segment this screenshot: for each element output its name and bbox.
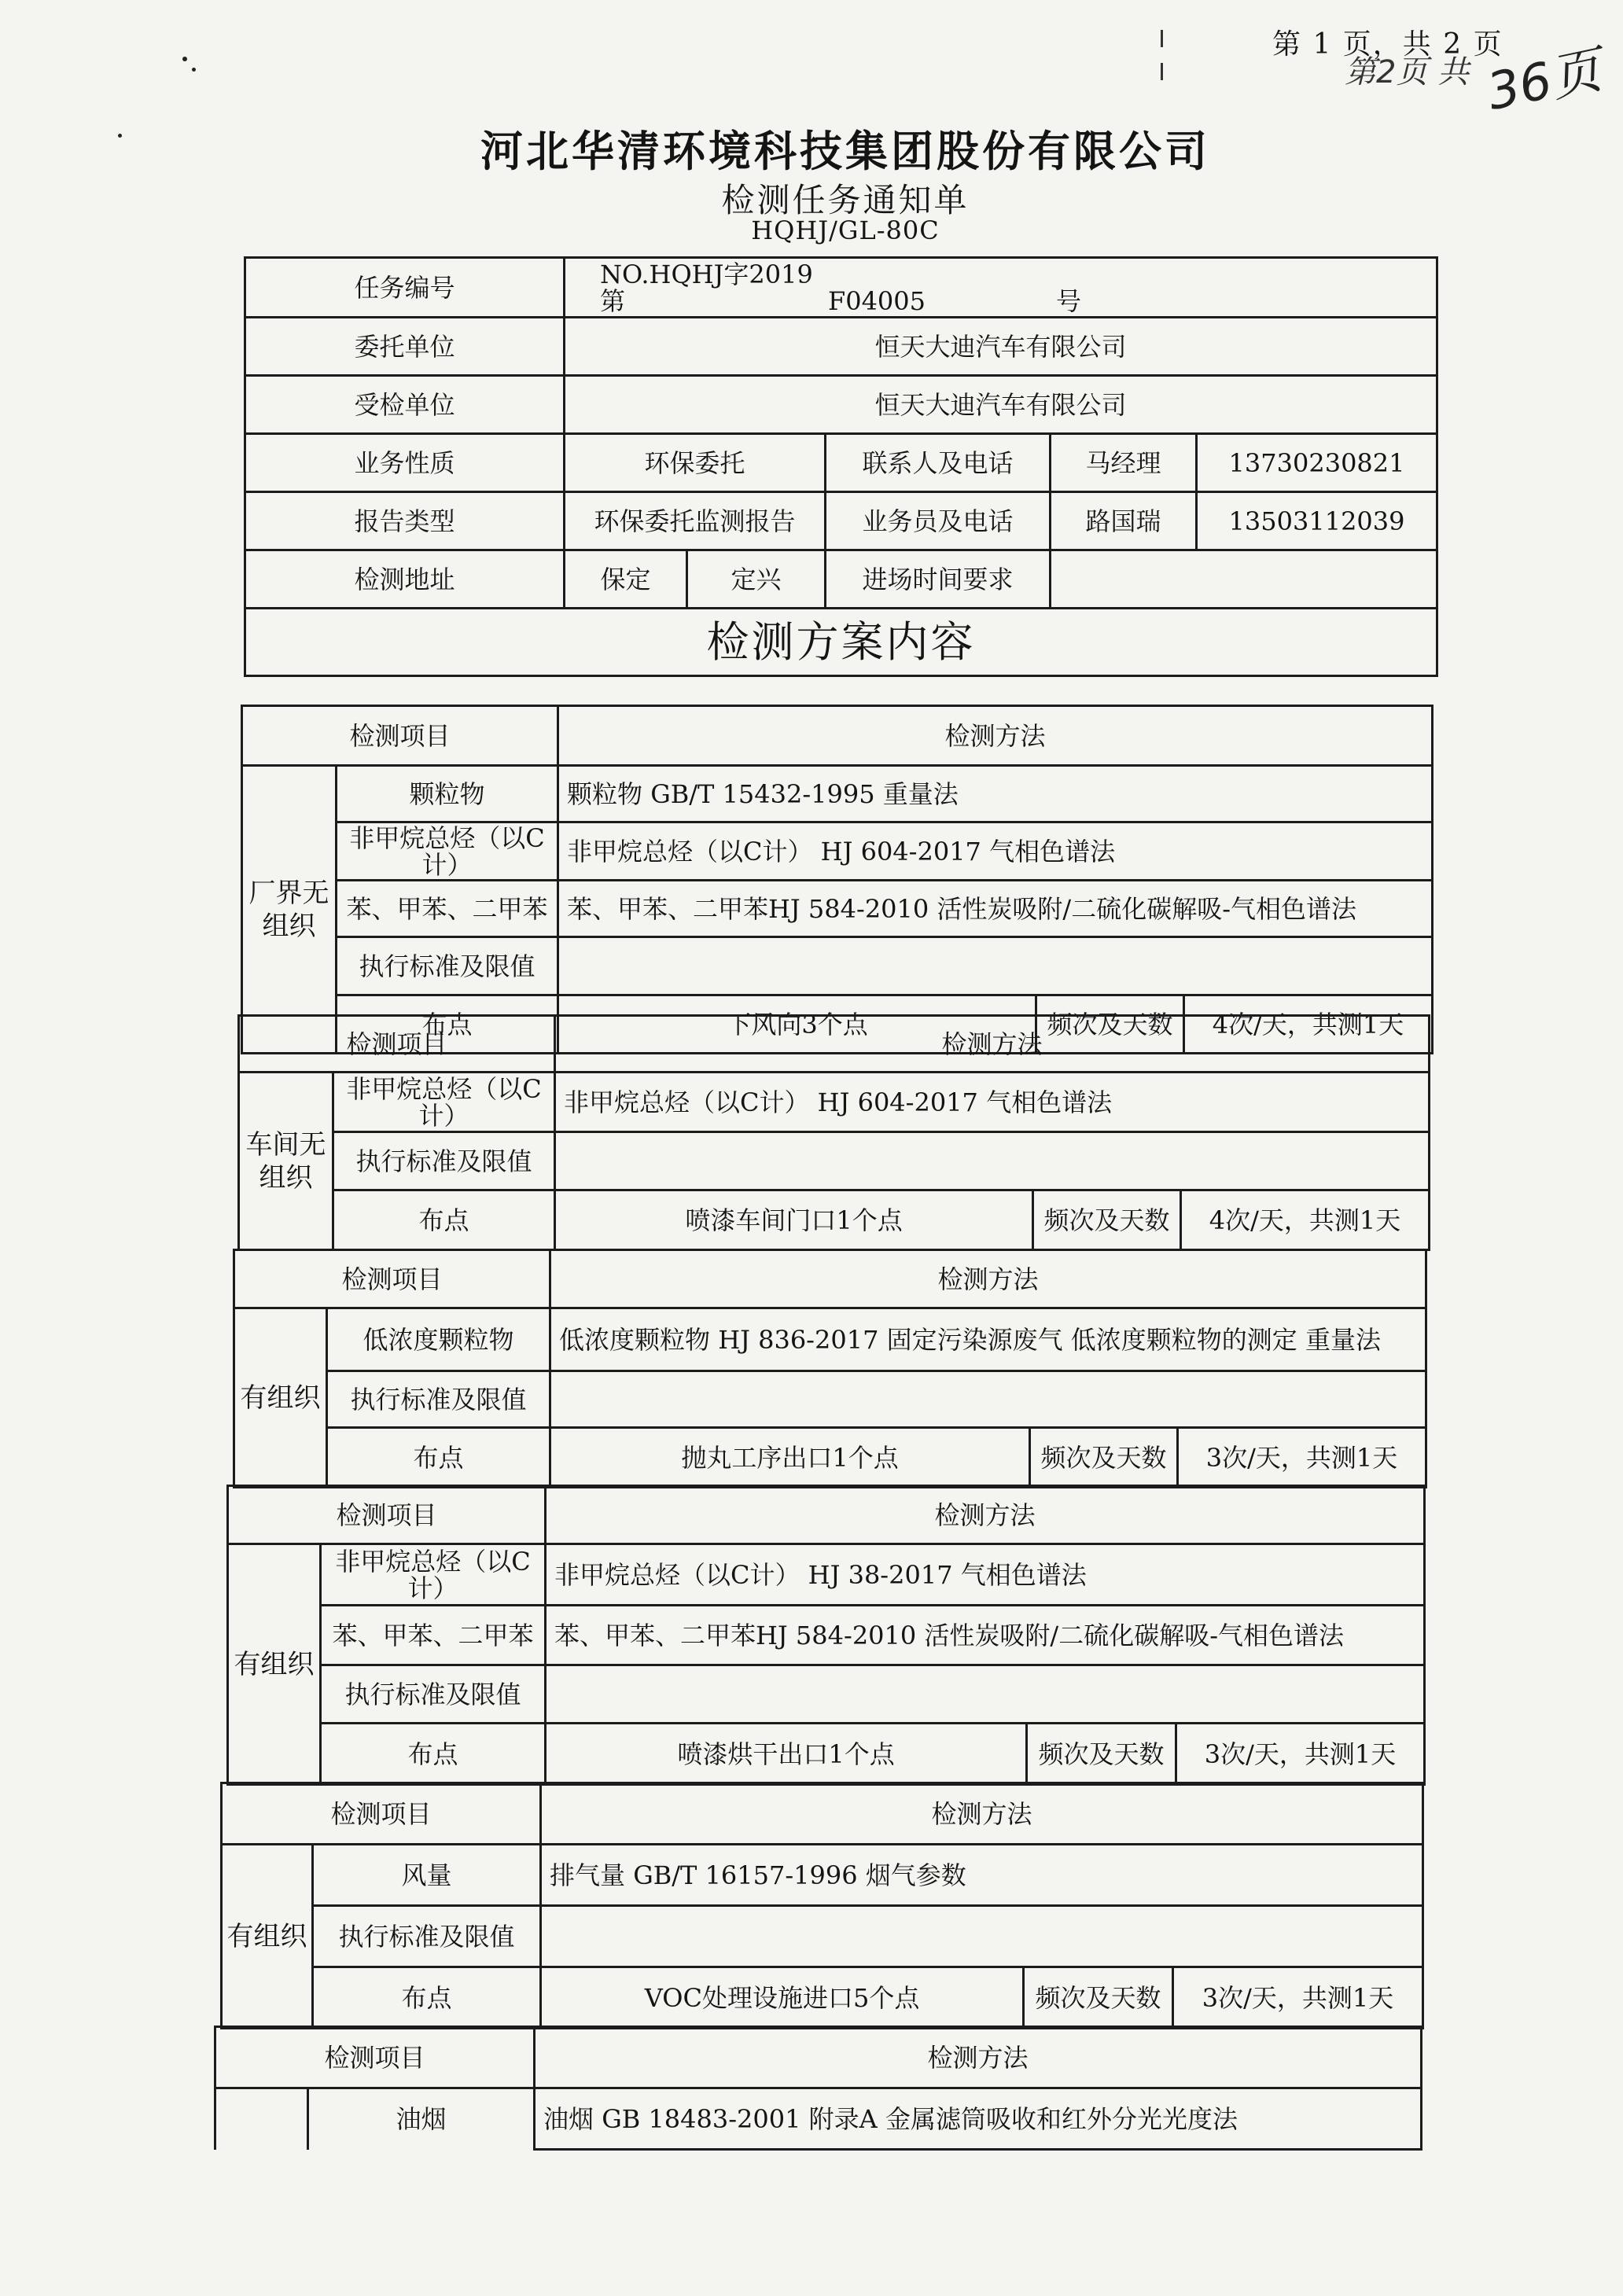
entry-value	[1051, 550, 1437, 609]
point-label: 布点	[333, 1190, 555, 1250]
standard-row	[239, 1132, 1430, 1190]
standard-value	[558, 937, 1433, 995]
task-no-cell	[565, 258, 1437, 318]
sales-phone: 13503112039	[1197, 492, 1437, 550]
sales-name: 路国瑞	[1051, 492, 1197, 550]
task-info-table	[244, 256, 1438, 677]
standard-row	[234, 1371, 1426, 1428]
group-label: 厂界无组织	[242, 766, 337, 1054]
point-row	[228, 1724, 1425, 1785]
item-name: 颗粒物	[337, 766, 558, 822]
task-no-prefix: NO.HQHJ字2019第	[600, 259, 813, 316]
section-header-row	[239, 1016, 1430, 1073]
standard-label: 执行标准及限值	[321, 1665, 546, 1724]
freq-value: 3次/天，共测1天	[1178, 1428, 1426, 1488]
freq-label: 频次及天数	[1033, 1190, 1181, 1250]
task-no-suffix: 号	[1056, 285, 1082, 316]
point-value: 喷漆车间门口1个点	[555, 1190, 1033, 1250]
method-header: 检测方法	[541, 1783, 1423, 1845]
client-row	[245, 318, 1437, 376]
inspected-value: 恒天大迪汽车有限公司	[565, 376, 1437, 434]
plan-title: 检测方案内容	[245, 609, 1437, 676]
item-method: 排气量 GB/T 16157-1996 烟气参数	[541, 1845, 1423, 1906]
item-row	[234, 1308, 1426, 1371]
section-header-row	[215, 2027, 1422, 2088]
item-method: 苯、甲苯、二甲苯HJ 584-2010 活性炭吸附/二硫化碳解吸-气相色谱法	[546, 1606, 1425, 1665]
group-label: 有组织	[228, 1544, 321, 1785]
item-header: 检测项目	[239, 1016, 555, 1073]
section-boundary-fugitive	[241, 705, 1433, 1054]
item-method: 非甲烷总烃（以C计） HJ 604-2017 气相色谱法	[558, 822, 1433, 881]
item-header: 检测项目	[242, 706, 558, 766]
point-value: 抛丸工序出口1个点	[550, 1428, 1030, 1488]
point-label: 布点	[337, 995, 558, 1054]
item-row	[228, 1544, 1425, 1606]
item-name: 低浓度颗粒物	[327, 1308, 550, 1371]
contact-label: 联系人及电话	[826, 434, 1051, 492]
standard-row	[228, 1665, 1425, 1724]
method-header: 检测方法	[550, 1250, 1426, 1308]
point-row	[222, 1967, 1423, 2029]
point-value: 下风向3个点	[558, 995, 1036, 1054]
document-code: HQHJ/GL-80C	[751, 215, 940, 245]
item-header: 检测项目	[215, 2027, 535, 2088]
point-value: VOC处理设施进口5个点	[541, 1967, 1024, 2029]
handwritten-page-note: 第2页 共	[1345, 54, 1470, 90]
section-organized-voc	[226, 1485, 1426, 1786]
section-header-row	[228, 1486, 1425, 1544]
freq-label: 频次及天数	[1027, 1724, 1176, 1785]
item-method: 颗粒物 GB/T 15432-1995 重量法	[558, 766, 1433, 822]
item-method: 油烟 GB 18483-2001 附录A 金属滤筒吸收和红外分光光度法	[535, 2088, 1422, 2150]
address-county: 定兴	[687, 550, 826, 609]
point-row	[234, 1428, 1426, 1488]
standard-value	[546, 1665, 1425, 1724]
item-method: 非甲烷总烃（以C计） HJ 604-2017 气相色谱法	[555, 1073, 1430, 1132]
company-name: 河北华清环境科技集团股份有限公司	[480, 126, 1210, 176]
report-row	[245, 492, 1437, 550]
inspected-row	[245, 376, 1437, 434]
scan-speck	[182, 57, 187, 61]
freq-value: 3次/天，共测1天	[1176, 1724, 1425, 1785]
report-value: 环保委托监测报告	[565, 492, 826, 550]
item-row	[222, 1845, 1423, 1906]
point-label: 布点	[327, 1428, 550, 1488]
section-organized-airflow	[220, 1782, 1424, 2029]
group-label: 有组织	[222, 1845, 313, 2029]
item-name: 苯、甲苯、二甲苯	[321, 1606, 546, 1665]
item-row	[215, 2088, 1422, 2150]
method-header: 检测方法	[558, 706, 1433, 766]
freq-label: 频次及天数	[1030, 1428, 1178, 1488]
item-header: 检测项目	[222, 1783, 541, 1845]
standard-row	[222, 1906, 1423, 1967]
method-header: 检测方法	[535, 2027, 1422, 2088]
handwritten-total-pages: 36页	[1482, 41, 1606, 123]
group-label	[215, 2088, 308, 2150]
item-row	[242, 881, 1433, 937]
item-method: 苯、甲苯、二甲苯HJ 584-2010 活性炭吸附/二硫化碳解吸-气相色谱法	[558, 881, 1433, 937]
address-row	[245, 550, 1437, 609]
entry-label: 进场时间要求	[826, 550, 1051, 609]
method-header: 检测方法	[555, 1016, 1430, 1073]
scan-speck	[192, 68, 196, 72]
item-row	[242, 766, 1433, 822]
group-label: 有组织	[234, 1308, 327, 1488]
point-row	[239, 1190, 1430, 1250]
section-workshop-fugitive	[237, 1014, 1430, 1251]
business-label: 业务性质	[245, 434, 565, 492]
item-header: 检测项目	[234, 1250, 550, 1308]
freq-label: 频次及天数	[1024, 1967, 1173, 2029]
standard-label: 执行标准及限值	[337, 937, 558, 995]
point-value: 喷漆烘干出口1个点	[546, 1724, 1027, 1785]
item-name: 非甲烷总烃（以C计）	[337, 822, 558, 881]
item-name: 非甲烷总烃（以C计）	[333, 1073, 555, 1132]
client-value: 恒天大迪汽车有限公司	[565, 318, 1437, 376]
method-header: 检测方法	[546, 1486, 1425, 1544]
group-label: 车间无组织	[239, 1073, 333, 1250]
section-oil-fume	[214, 2026, 1422, 2151]
client-label: 委托单位	[245, 318, 565, 376]
standard-value	[541, 1906, 1423, 1967]
freq-label: 频次及天数	[1036, 995, 1184, 1054]
standard-value	[550, 1371, 1426, 1428]
item-method: 低浓度颗粒物 HJ 836-2017 固定污染源废气 低浓度颗粒物的测定 重量法	[550, 1308, 1426, 1371]
standard-label: 执行标准及限值	[313, 1906, 541, 1967]
item-name: 苯、甲苯、二甲苯	[337, 881, 558, 937]
contact-name: 马经理	[1051, 434, 1197, 492]
item-row	[239, 1073, 1430, 1132]
section-header-row	[242, 706, 1433, 766]
business-row	[245, 434, 1437, 492]
freq-value: 3次/天，共测1天	[1173, 1967, 1423, 2029]
freq-value: 4次/天，共测1天	[1184, 995, 1433, 1054]
standard-label: 执行标准及限值	[327, 1371, 550, 1428]
report-label: 报告类型	[245, 492, 565, 550]
item-name: 非甲烷总烃（以C计）	[321, 1544, 546, 1606]
sales-label: 业务员及电话	[826, 492, 1051, 550]
point-label: 布点	[313, 1967, 541, 2029]
contact-phone: 13730230821	[1197, 434, 1437, 492]
document-title: 检测任务通知单	[721, 181, 970, 219]
inspected-label: 受检单位	[245, 376, 565, 434]
item-header: 检测项目	[228, 1486, 546, 1544]
scan-mark	[1161, 30, 1163, 47]
address-label: 检测地址	[245, 550, 565, 609]
section-header-row	[234, 1250, 1426, 1308]
scan-mark	[1161, 63, 1163, 80]
task-no-row	[245, 258, 1437, 318]
plan-title-row	[245, 609, 1437, 676]
item-row	[228, 1606, 1425, 1665]
standard-row	[242, 937, 1433, 995]
standard-value	[555, 1132, 1430, 1190]
freq-value: 4次/天，共测1天	[1181, 1190, 1430, 1250]
item-row	[242, 822, 1433, 881]
item-name: 油烟	[308, 2088, 535, 2150]
item-method: 非甲烷总烃（以C计） HJ 38-2017 气相色谱法	[546, 1544, 1425, 1606]
task-no-value: F04005	[828, 285, 926, 316]
section-organized-particulate	[233, 1249, 1427, 1488]
address-city: 保定	[565, 550, 687, 609]
business-value: 环保委托	[565, 434, 826, 492]
section-header-row	[222, 1783, 1423, 1845]
item-name: 风量	[313, 1845, 541, 1906]
standard-label: 执行标准及限值	[333, 1132, 555, 1190]
point-label: 布点	[321, 1724, 546, 1785]
task-no-label: 任务编号	[245, 258, 565, 318]
page-number: 第 1 页，共 2 页	[1272, 28, 1503, 61]
